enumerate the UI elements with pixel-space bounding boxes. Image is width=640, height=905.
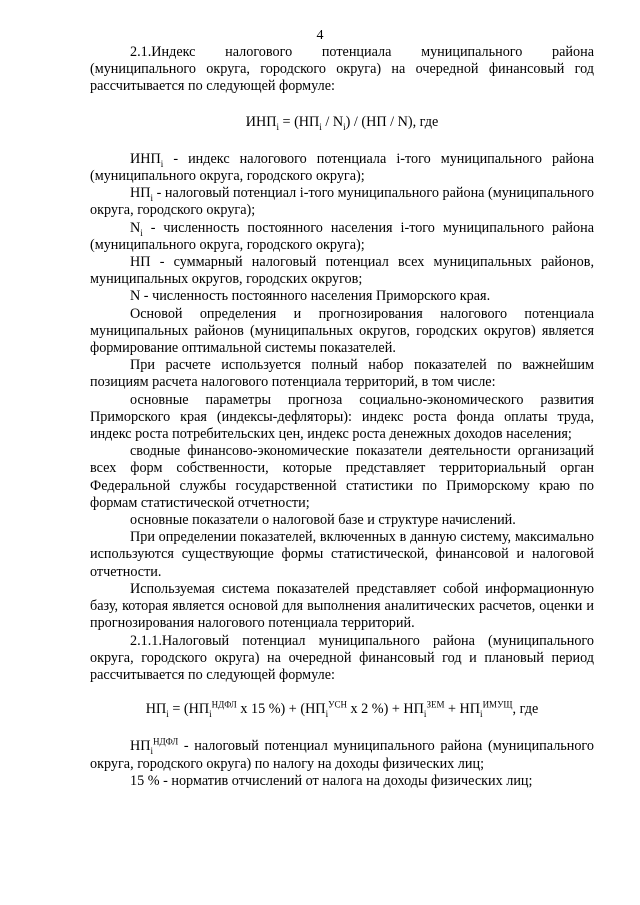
formula-subscript: i [319,121,322,132]
definition-symbol: N [130,219,141,236]
definition-subscript: i [160,158,164,169]
formula-text: , где [512,701,539,718]
formula-superscript: УСН [328,699,347,710]
formula-text: x 15 %) + (НП [236,701,326,718]
formula-text: = (НП [278,113,320,130]
definition-n-total: N - численность постоянного населения Приморского края. [130,288,491,305]
definition-inp [90,151,594,185]
list-item-financial-indicators: сводные финансово-экономические показатели деятельности организаций всех форм собственности, которые представляет территориальный орган Федеральной службы государственной статистики по Приморскому краю по формам статистической отчетности; [90,443,594,511]
formula-superscript: ЗЕМ [426,699,445,710]
list-item-tax-base: основные показатели о налоговой базе и структуре начислений. [130,512,516,529]
document-body [90,44,594,790]
paragraph-basis: Основой определения и прогнозирования налогового потенциала муниципальных районов (муниципальных округов, городских округов) является формирование оптимальной системы показателей. [90,305,594,357]
definition-np [90,185,594,219]
definition-np-total: НП - суммарный налоговый потенциал всех муниципальных районов, муниципальных округов, городских округов; [90,254,594,288]
formula-subscript: i [480,708,483,719]
definition-np-ndfl [90,738,594,772]
formula-subscript: i [166,708,169,719]
definition-subscript: i [150,746,154,757]
formula-text: НП [145,701,167,718]
definition-n [90,220,594,254]
formula-subscript: i [343,121,346,132]
page-number: 4 [316,28,324,43]
definition-subscript: i [140,227,143,238]
formula-text: / N [321,113,344,130]
formula-text: ) / (НП / N), где [345,113,439,130]
formula-text: + НП [444,701,481,718]
definition-symbol: НП [130,738,151,755]
definition-symbol: ИНП [130,150,161,167]
paragraph-calculation: При расчете используется полный набор показателей по важнейшим позициям расчета налогового потенциала территорий, в том числе: [90,357,594,391]
paragraph-ndfl-rate: 15 % - норматив отчислений от налога на доходы физических лиц; [130,772,533,789]
formula-text: ИНП [245,113,277,130]
formula-subscript: i [423,708,427,719]
definition-text: - налоговый потенциал i-того муниципального района (муниципального округа, городского округа); [90,185,594,219]
definition-text: - численность постоянного населения i-того муниципального района (муниципального округа, городского округа); [90,219,594,253]
paragraph-system: Используемая система показателей представляет собой информационную базу, которая является основой для выполнения аналитических расчетов, оценки и прогнозирования налогового потенциала территорий. [90,580,594,632]
formula-superscript: НДФЛ [211,699,237,710]
definition-superscript: НДФЛ [153,736,179,747]
paragraph-reporting: При определении показателей, включенных в данную систему, максимально используются существующие формы статистической, финансовой и налоговой отчетности. [90,529,594,580]
formula-subscript: i [209,708,212,719]
definition-text: - налоговый потенциал муниципального района (муниципального округа, городского округа) по налогу на доходы физических лиц; [90,738,594,772]
paragraph-2-1-1: 2.1.1.Налоговый потенциал муниципального района (муниципального округа, городского округа) на очередной финансовый год и плановый период рассчитывается по следующей формуле: [90,632,594,683]
formula-superscript: ИМУЩ [482,699,513,710]
paragraph-2-1: 2.1.Индекс налогового потенциала муниципального района (муниципального округа, городского округа) на очередной финансовый год рассчитывается по следующей формуле: [90,44,594,95]
definition-subscript: i [150,193,154,204]
formula-subscript: i [276,121,279,132]
formula-tax-potential [90,701,594,718]
list-item-forecast-params: основные параметры прогноза социально-экономического развития Приморского края (индексы-дефляторы): индекс роста фонда оплаты труда, индекс роста потребительских цен, индекс роста денежных доходов населения; [90,391,594,443]
formula-text: = (НП [168,701,210,718]
formula-tax-potential-index [90,114,594,131]
definition-text: - индекс налогового потенциала i-того муниципального района (муниципального округа, городского округа); [90,150,594,185]
formula-text: x 2 %) + НП [346,701,424,718]
formula-subscript: i [325,708,329,719]
definition-symbol: НП [130,185,151,202]
